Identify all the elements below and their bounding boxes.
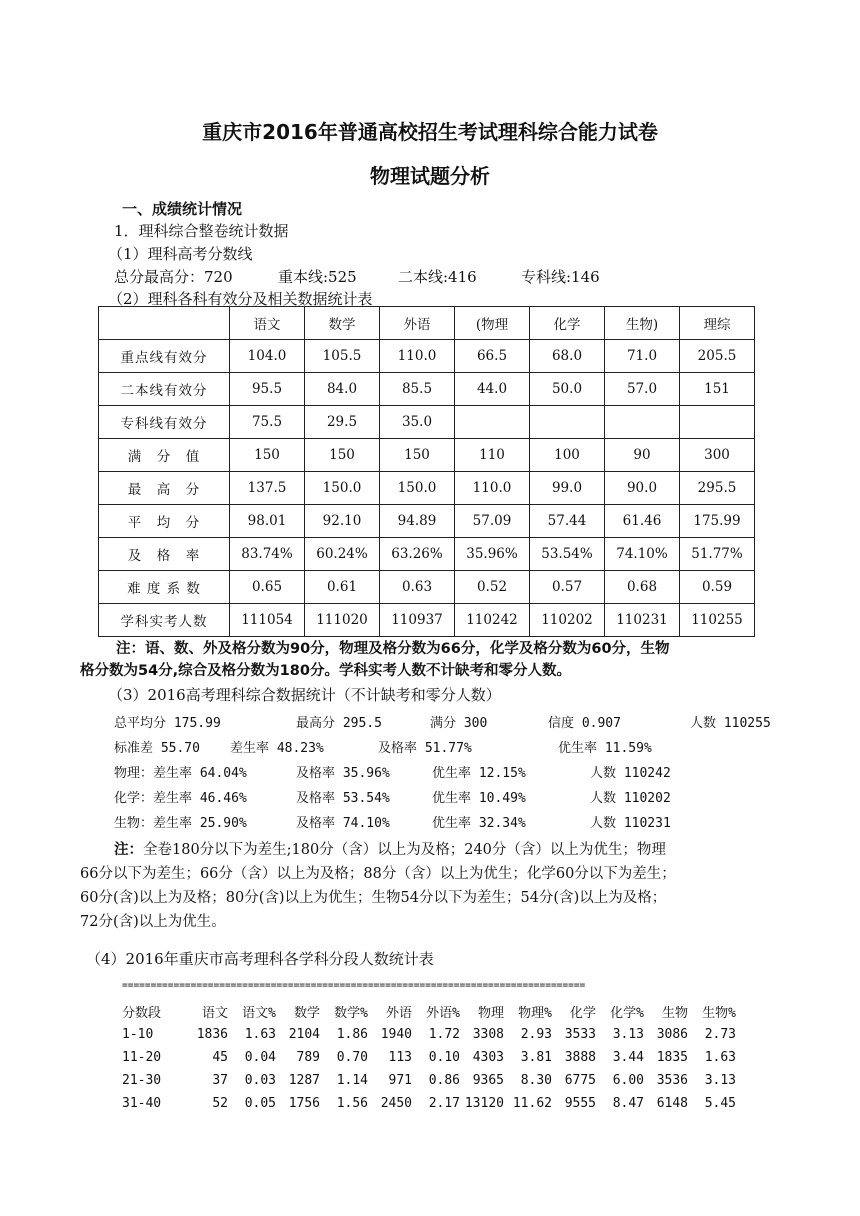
- row-label: 专科线有效分: [99, 406, 230, 439]
- table-cell: 90: [605, 439, 680, 472]
- column-header: 数学: [305, 307, 380, 340]
- table-cell: 110242: [455, 604, 530, 637]
- table-cell: 1.63: [704, 1050, 736, 1065]
- note-text: 66分以下为差生；66分（含）以上为及格；88分（含）以上为优生；化学60分以下为差生；: [80, 866, 676, 882]
- table-cell: 971: [388, 1073, 412, 1088]
- section-heading: 一、成绩统计情况: [122, 200, 243, 218]
- column-header: [99, 307, 230, 340]
- row-label: 21-30: [122, 1073, 162, 1088]
- table-cell: 2.93: [520, 1027, 552, 1042]
- table-cell: 6.00: [612, 1073, 644, 1088]
- table-cell: 1.72: [428, 1027, 460, 1042]
- table-cell: 100: [530, 439, 605, 472]
- row-label: 11-20: [122, 1050, 162, 1065]
- table-cell: 150: [305, 439, 380, 472]
- table-row: [99, 340, 755, 373]
- cutoff-second: 二本线:416: [398, 268, 477, 286]
- summary-item: 人数 110202: [590, 791, 671, 806]
- table-cell: 111054: [230, 604, 305, 637]
- summary-item: 及格率 51.77%: [378, 741, 472, 756]
- note-text: 60分(含)以上为及格；80分(含)以上为优生；生物54分以下为差生；54分(含)以上为及格；: [80, 890, 667, 906]
- note-text: 全卷180分以下为差生;180分（含）以上为及格；240分（含）以上为优生；物理: [143, 842, 666, 858]
- table-cell: 105.5: [305, 340, 380, 373]
- summary-item: 满分 300: [430, 716, 488, 731]
- table-cell: 0.61: [305, 571, 380, 604]
- summary-item: 及格率 74.10%: [296, 816, 390, 831]
- table-cell: 175.99: [680, 505, 755, 538]
- column-header: 化学: [569, 1006, 596, 1021]
- summary-item: 物理：差生率 64.04%: [114, 766, 247, 781]
- summary-item: 及格率 35.96%: [296, 766, 390, 781]
- table-cell: [605, 406, 680, 439]
- table-cell: 37: [212, 1073, 228, 1088]
- table-cell: 0.59: [680, 571, 755, 604]
- table-cell: 66.5: [455, 340, 530, 373]
- summary-item: 人数 110242: [590, 766, 671, 781]
- summary-item: 标准差 55.70: [114, 741, 200, 756]
- table-cell: 1.14: [336, 1073, 368, 1088]
- table-cell: 6775: [564, 1073, 596, 1088]
- column-header: 生物: [661, 1006, 688, 1021]
- table-cell: 68.0: [530, 340, 605, 373]
- summary-item: 人数 110255: [690, 716, 771, 731]
- table-cell: 110255: [680, 604, 755, 637]
- table-cell: 0.10: [428, 1050, 460, 1065]
- table-cell: 29.5: [305, 406, 380, 439]
- table-cell: 13120: [464, 1096, 504, 1111]
- note-text: 72分(含)以上为优生。: [80, 914, 226, 930]
- row-label: 平 均 分: [99, 505, 230, 538]
- table-cell: 3.44: [612, 1050, 644, 1065]
- summary-item: 优生率 32.34%: [432, 816, 526, 831]
- table-cell: 45: [212, 1050, 228, 1065]
- segment-table: [122, 1000, 736, 1115]
- row-label: 学科实考人数: [99, 604, 230, 637]
- table-cell: 57.44: [530, 505, 605, 538]
- table-cell: 1.63: [244, 1027, 276, 1042]
- table-cell: 110.0: [455, 472, 530, 505]
- summary-item: 最高分 295.5: [296, 716, 382, 731]
- table-cell: 35.0: [380, 406, 455, 439]
- table-cell: 3.81: [520, 1050, 552, 1065]
- table-cell: 3.13: [612, 1027, 644, 1042]
- summary-item: 总平均分 175.99: [114, 716, 221, 731]
- table-cell: 52: [212, 1096, 228, 1111]
- table-cell: 1835: [656, 1050, 688, 1065]
- table-row: [99, 472, 755, 505]
- table-cell: 0.57: [530, 571, 605, 604]
- table-header-row: [122, 1000, 736, 1023]
- row-label: 及 格 率: [99, 538, 230, 571]
- table-cell: 205.5: [680, 340, 755, 373]
- column-header: 外语%: [426, 1006, 460, 1021]
- table-cell: 137.5: [230, 472, 305, 505]
- table-cell: 1.86: [336, 1027, 368, 1042]
- subsection-heading: 1．理科综合整卷统计数据: [114, 222, 289, 240]
- table-cell: 71.0: [605, 340, 680, 373]
- table-header-row: [99, 307, 755, 340]
- table-cell: 4303: [472, 1050, 504, 1065]
- table-cell: 104.0: [230, 340, 305, 373]
- table-cell: 61.46: [605, 505, 680, 538]
- table-cell: 1940: [380, 1027, 412, 1042]
- table-cell: 2450: [380, 1096, 412, 1111]
- table-cell: 2.73: [704, 1027, 736, 1042]
- table-cell: 9365: [472, 1073, 504, 1088]
- table-row: [99, 373, 755, 406]
- column-header: 数学: [293, 1006, 320, 1021]
- table-cell: 95.5: [230, 373, 305, 406]
- table-cell: 51.77%: [680, 538, 755, 571]
- table-cell: 57.09: [455, 505, 530, 538]
- cutoff-max: 总分最高分：720: [114, 268, 233, 286]
- note-label: 注：: [114, 842, 143, 858]
- table-cell: 44.0: [455, 373, 530, 406]
- table-cell: 110231: [605, 604, 680, 637]
- cutoff-key: 重本线:525: [278, 268, 357, 286]
- table-cell: 6148: [656, 1096, 688, 1111]
- table-cell: 110: [455, 439, 530, 472]
- table-cell: 94.89: [380, 505, 455, 538]
- column-header: 分数段: [122, 1006, 162, 1021]
- table-cell: 113: [388, 1050, 412, 1065]
- table-cell: 8.47: [612, 1096, 644, 1111]
- row-label: 重点线有效分: [99, 340, 230, 373]
- table-cell: 1756: [288, 1096, 320, 1111]
- table-row: [99, 538, 755, 571]
- column-header: 语文: [201, 1006, 228, 1021]
- table-cell: 3308: [472, 1027, 504, 1042]
- table-cell: 60.24%: [305, 538, 380, 571]
- row-label: 难 度 系 数: [99, 571, 230, 604]
- table-row: [99, 571, 755, 604]
- column-header: 理综: [680, 307, 755, 340]
- table-cell: 151: [680, 373, 755, 406]
- table-cell: 99.0: [530, 472, 605, 505]
- column-header: 语文: [230, 307, 305, 340]
- table-cell: 98.01: [230, 505, 305, 538]
- table-row: [99, 505, 755, 538]
- summary-item: 信度 0.907: [548, 716, 621, 731]
- table-cell: 63.26%: [380, 538, 455, 571]
- table-cell: 789: [296, 1050, 320, 1065]
- table-cell: 150.0: [380, 472, 455, 505]
- row-label: 最 高 分: [99, 472, 230, 505]
- table-row: [99, 439, 755, 472]
- table-cell: 3086: [656, 1027, 688, 1042]
- table-cell: 1.56: [336, 1096, 368, 1111]
- table-cell: 85.5: [380, 373, 455, 406]
- table-cell: 3533: [564, 1027, 596, 1042]
- table-cell: 2104: [288, 1027, 320, 1042]
- summary-item: 优生率 12.15%: [432, 766, 526, 781]
- table-cell: 0.04: [244, 1050, 276, 1065]
- table-cell: 3888: [564, 1050, 596, 1065]
- document-subtitle: 物理试题分析: [370, 164, 490, 188]
- table-cell: 9555: [564, 1096, 596, 1111]
- table-cell: 84.0: [305, 373, 380, 406]
- table-cell: 0.68: [605, 571, 680, 604]
- cutoff-spec: 专科线:146: [521, 268, 600, 286]
- table-cell: 8.30: [520, 1073, 552, 1088]
- table-cell: 150: [230, 439, 305, 472]
- subsection-heading: （1）理科高考分数线: [108, 245, 253, 263]
- column-header: 数学%: [334, 1006, 368, 1021]
- table-row: [122, 1023, 736, 1046]
- table-cell: 150.0: [305, 472, 380, 505]
- row-label: 31-40: [122, 1096, 162, 1111]
- summary-item: 优生率 11.59%: [558, 741, 652, 756]
- summary-item: 生物：差生率 25.90%: [114, 816, 247, 831]
- subsection-heading: （3）2016高考理科综合数据统计（不计缺考和零分人数）: [108, 686, 501, 704]
- table-cell: [680, 406, 755, 439]
- summary-item: 优生率 10.49%: [432, 791, 526, 806]
- table-cell: 11.62: [512, 1096, 552, 1111]
- table-cell: 0.65: [230, 571, 305, 604]
- column-header: 物理: [477, 1006, 504, 1021]
- table-cell: 110202: [530, 604, 605, 637]
- table-cell: 111020: [305, 604, 380, 637]
- summary-item: 人数 110231: [590, 816, 671, 831]
- summary-item: 差生率 48.23%: [230, 741, 324, 756]
- note-line: 格分数为54分,综合及格分数为180分。学科实考人数不计缺考和零分人数。: [80, 663, 571, 679]
- column-header: 化学: [530, 307, 605, 340]
- table-cell: 0.03: [244, 1073, 276, 1088]
- table-cell: [530, 406, 605, 439]
- table-row: [122, 1069, 736, 1092]
- table-row: [122, 1046, 736, 1069]
- table-cell: 83.74%: [230, 538, 305, 571]
- column-header: 语文%: [242, 1006, 276, 1021]
- table-cell: [455, 406, 530, 439]
- table-cell: 295.5: [680, 472, 755, 505]
- table-cell: 90.0: [605, 472, 680, 505]
- row-label: 满 分 值: [99, 439, 230, 472]
- table-cell: 0.63: [380, 571, 455, 604]
- table-cell: 110937: [380, 604, 455, 637]
- column-header: 外语: [385, 1006, 412, 1021]
- row-label: 二本线有效分: [99, 373, 230, 406]
- table-cell: 92.10: [305, 505, 380, 538]
- table-cell: 0.86: [428, 1073, 460, 1088]
- table-cell: 50.0: [530, 373, 605, 406]
- table-cell: 110.0: [380, 340, 455, 373]
- table-cell: 5.45: [704, 1096, 736, 1111]
- summary-item: 及格率 53.54%: [296, 791, 390, 806]
- table-cell: 2.17: [428, 1096, 460, 1111]
- divider-rule: =================================================================================: [122, 980, 586, 991]
- table-cell: 300: [680, 439, 755, 472]
- summary-item: 化学：差生率 46.46%: [114, 791, 247, 806]
- table-cell: 35.96%: [455, 538, 530, 571]
- subsection-heading: （4）2016年重庆市高考理科各学科分段人数统计表: [86, 950, 434, 968]
- table-cell: 0.52: [455, 571, 530, 604]
- table-cell: 57.0: [605, 373, 680, 406]
- stats-table: [98, 306, 755, 637]
- column-header: 生物%: [702, 1006, 736, 1021]
- note2-line: [114, 838, 666, 862]
- note-line: 注：语、数、外及格分数为90分，物理及格分数为66分，化学及格分数为60分，生物: [116, 641, 670, 657]
- table-row: [99, 604, 755, 637]
- table-row: [99, 406, 755, 439]
- table-cell: 3536: [656, 1073, 688, 1088]
- table-cell: 150: [380, 439, 455, 472]
- table-cell: 1287: [288, 1073, 320, 1088]
- column-header: 化学%: [610, 1006, 644, 1021]
- table-cell: 0.70: [336, 1050, 368, 1065]
- table-cell: 53.54%: [530, 538, 605, 571]
- document-title: 重庆市2016年普通高校招生考试理科综合能力试卷: [202, 120, 658, 144]
- table-cell: 75.5: [230, 406, 305, 439]
- table-row: [122, 1092, 736, 1115]
- table-cell: 3.13: [704, 1073, 736, 1088]
- row-label: 1-10: [122, 1027, 154, 1042]
- table-cell: 74.10%: [605, 538, 680, 571]
- column-header: 生物): [605, 307, 680, 340]
- column-header: 外语: [380, 307, 455, 340]
- table-cell: 0.05: [244, 1096, 276, 1111]
- subsection-heading: （2）理科各科有效分及相关数据统计表: [108, 290, 373, 308]
- column-header: (物理: [455, 307, 530, 340]
- column-header: 物理%: [518, 1006, 552, 1021]
- table-cell: 1836: [196, 1027, 228, 1042]
